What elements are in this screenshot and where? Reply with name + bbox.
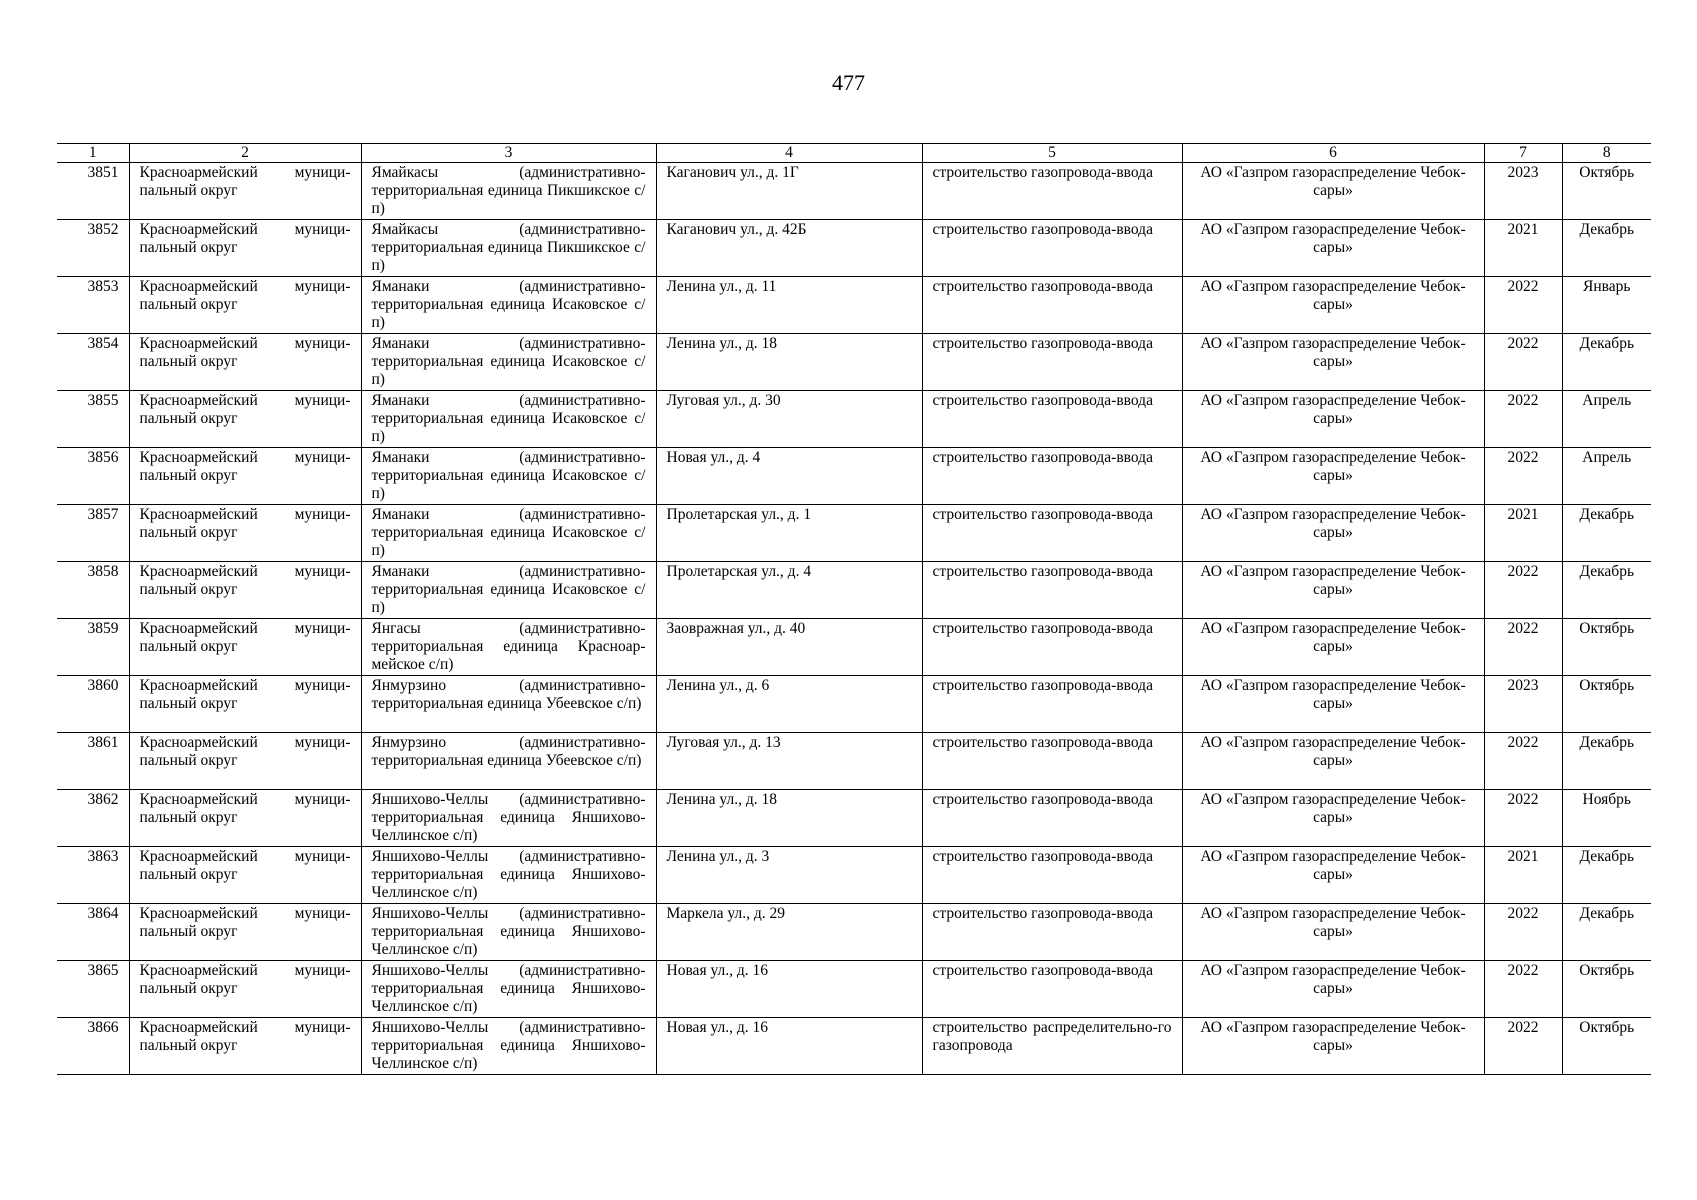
table-row bbox=[57, 619, 1651, 676]
district-cell: Красноармейский муници-пальный округ bbox=[129, 505, 361, 562]
table-row bbox=[57, 334, 1651, 391]
organization-cell: АО «Газпром газораспределение Чебок-сары» bbox=[1182, 562, 1484, 619]
settlement-cell: Янмурзино (административно-территориальная единица Убеевское с/п) bbox=[361, 733, 656, 790]
organization-cell: АО «Газпром газораспределение Чебок-сары» bbox=[1182, 676, 1484, 733]
work-type-cell: строительство газопровода-ввода bbox=[922, 847, 1182, 904]
year-cell: 2022 bbox=[1484, 904, 1562, 961]
row-number: 3858 bbox=[57, 562, 129, 619]
work-type-cell: строительство газопровода-ввода bbox=[922, 733, 1182, 790]
settlement-cell: Яманаки (административно-территориальная единица Исаковское с/п) bbox=[361, 505, 656, 562]
row-number: 3863 bbox=[57, 847, 129, 904]
row-number: 3865 bbox=[57, 961, 129, 1018]
year-cell: 2022 bbox=[1484, 448, 1562, 505]
row-number: 3855 bbox=[57, 391, 129, 448]
work-type-cell: строительство газопровода-ввода bbox=[922, 277, 1182, 334]
work-type-cell: строительство газопровода-ввода bbox=[922, 619, 1182, 676]
district-cell: Красноармейский муници-пальный округ bbox=[129, 676, 361, 733]
column-number-row bbox=[57, 144, 1651, 163]
organization-cell: АО «Газпром газораспределение Чебок-сары» bbox=[1182, 961, 1484, 1018]
year-cell: 2022 bbox=[1484, 790, 1562, 847]
work-type-cell: строительство газопровода-ввода bbox=[922, 961, 1182, 1018]
address-cell: Ленина ул., д. 6 bbox=[656, 676, 922, 733]
address-cell: Новая ул., д. 4 bbox=[656, 448, 922, 505]
year-cell: 2022 bbox=[1484, 334, 1562, 391]
row-number: 3852 bbox=[57, 220, 129, 277]
year-cell: 2022 bbox=[1484, 277, 1562, 334]
year-cell: 2022 bbox=[1484, 391, 1562, 448]
register-table bbox=[57, 143, 1651, 1075]
table-row bbox=[57, 277, 1651, 334]
organization-cell: АО «Газпром газораспределение Чебок-сары» bbox=[1182, 220, 1484, 277]
organization-cell: АО «Газпром газораспределение Чебок-сары» bbox=[1182, 163, 1484, 220]
address-cell: Каганович ул., д. 1Г bbox=[656, 163, 922, 220]
row-number: 3860 bbox=[57, 676, 129, 733]
settlement-cell: Яманаки (административно-территориальная единица Исаковское с/п) bbox=[361, 391, 656, 448]
work-type-cell: строительство распределительно-го газопровода bbox=[922, 1018, 1182, 1075]
month-cell: Октябрь bbox=[1562, 619, 1651, 676]
address-cell: Луговая ул., д. 13 bbox=[656, 733, 922, 790]
column-header: 6 bbox=[1182, 144, 1484, 163]
organization-cell: АО «Газпром газораспределение Чебок-сары» bbox=[1182, 790, 1484, 847]
year-cell: 2022 bbox=[1484, 1018, 1562, 1075]
district-cell: Красноармейский муници-пальный округ bbox=[129, 961, 361, 1018]
address-cell: Заовражная ул., д. 40 bbox=[656, 619, 922, 676]
year-cell: 2021 bbox=[1484, 505, 1562, 562]
year-cell: 2022 bbox=[1484, 562, 1562, 619]
table-row bbox=[57, 847, 1651, 904]
organization-cell: АО «Газпром газораспределение Чебок-сары» bbox=[1182, 391, 1484, 448]
month-cell: Декабрь bbox=[1562, 733, 1651, 790]
settlement-cell: Яншихово-Челлы (административно-территориальная единица Яншихово-Челлинское с/п) bbox=[361, 790, 656, 847]
district-cell: Красноармейский муници-пальный округ bbox=[129, 904, 361, 961]
year-cell: 2023 bbox=[1484, 163, 1562, 220]
table-row bbox=[57, 391, 1651, 448]
settlement-cell: Яманаки (административно-территориальная единица Исаковское с/п) bbox=[361, 562, 656, 619]
district-cell: Красноармейский муници-пальный округ bbox=[129, 277, 361, 334]
address-cell: Ленина ул., д. 18 bbox=[656, 334, 922, 391]
organization-cell: АО «Газпром газораспределение Чебок-сары» bbox=[1182, 448, 1484, 505]
work-type-cell: строительство газопровода-ввода bbox=[922, 334, 1182, 391]
district-cell: Красноармейский муници-пальный округ bbox=[129, 220, 361, 277]
month-cell: Октябрь bbox=[1562, 163, 1651, 220]
row-number: 3859 bbox=[57, 619, 129, 676]
settlement-cell: Яншихово-Челлы (административно-территориальная единица Яншихово-Челлинское с/п) bbox=[361, 961, 656, 1018]
district-cell: Красноармейский муници-пальный округ bbox=[129, 619, 361, 676]
address-cell: Каганович ул., д. 42Б bbox=[656, 220, 922, 277]
address-cell: Луговая ул., д. 30 bbox=[656, 391, 922, 448]
district-cell: Красноармейский муници-пальный округ bbox=[129, 562, 361, 619]
row-number: 3866 bbox=[57, 1018, 129, 1075]
organization-cell: АО «Газпром газораспределение Чебок-сары» bbox=[1182, 847, 1484, 904]
district-cell: Красноармейский муници-пальный округ bbox=[129, 448, 361, 505]
month-cell: Декабрь bbox=[1562, 334, 1651, 391]
organization-cell: АО «Газпром газораспределение Чебок-сары» bbox=[1182, 904, 1484, 961]
month-cell: Декабрь bbox=[1562, 505, 1651, 562]
month-cell: Октябрь bbox=[1562, 676, 1651, 733]
table-row bbox=[57, 448, 1651, 505]
organization-cell: АО «Газпром газораспределение Чебок-сары» bbox=[1182, 733, 1484, 790]
year-cell: 2021 bbox=[1484, 220, 1562, 277]
address-cell: Новая ул., д. 16 bbox=[656, 961, 922, 1018]
month-cell: Декабрь bbox=[1562, 562, 1651, 619]
address-cell: Пролетарская ул., д. 1 bbox=[656, 505, 922, 562]
table-row bbox=[57, 505, 1651, 562]
work-type-cell: строительство газопровода-ввода bbox=[922, 676, 1182, 733]
address-cell: Ленина ул., д. 3 bbox=[656, 847, 922, 904]
column-header: 1 bbox=[57, 144, 129, 163]
row-number: 3853 bbox=[57, 277, 129, 334]
settlement-cell: Янмурзино (административно-территориальная единица Убеевское с/п) bbox=[361, 676, 656, 733]
month-cell: Декабрь bbox=[1562, 904, 1651, 961]
organization-cell: АО «Газпром газораспределение Чебок-сары» bbox=[1182, 334, 1484, 391]
settlement-cell: Яншихово-Челлы (административно-территориальная единица Яншихово-Челлинское с/п) bbox=[361, 847, 656, 904]
column-header: 4 bbox=[656, 144, 922, 163]
work-type-cell: строительство газопровода-ввода bbox=[922, 505, 1182, 562]
work-type-cell: строительство газопровода-ввода bbox=[922, 448, 1182, 505]
organization-cell: АО «Газпром газораспределение Чебок-сары» bbox=[1182, 505, 1484, 562]
year-cell: 2023 bbox=[1484, 676, 1562, 733]
table-row bbox=[57, 220, 1651, 277]
row-number: 3862 bbox=[57, 790, 129, 847]
settlement-cell: Яншихово-Челлы (административно-территориальная единица Яншихово-Челлинское с/п) bbox=[361, 904, 656, 961]
district-cell: Красноармейский муници-пальный округ bbox=[129, 334, 361, 391]
organization-cell: АО «Газпром газораспределение Чебок-сары» bbox=[1182, 1018, 1484, 1075]
row-number: 3861 bbox=[57, 733, 129, 790]
settlement-cell: Яманаки (административно-территориальная единица Исаковское с/п) bbox=[361, 334, 656, 391]
work-type-cell: строительство газопровода-ввода bbox=[922, 220, 1182, 277]
month-cell: Декабрь bbox=[1562, 220, 1651, 277]
column-header: 2 bbox=[129, 144, 361, 163]
settlement-cell: Ямайкасы (административно-территориальная единица Пикшикское с/п) bbox=[361, 220, 656, 277]
address-cell: Маркела ул., д. 29 bbox=[656, 904, 922, 961]
month-cell: Октябрь bbox=[1562, 1018, 1651, 1075]
month-cell: Апрель bbox=[1562, 448, 1651, 505]
month-cell: Январь bbox=[1562, 277, 1651, 334]
table-row bbox=[57, 961, 1651, 1018]
row-number: 3854 bbox=[57, 334, 129, 391]
month-cell: Ноябрь bbox=[1562, 790, 1651, 847]
settlement-cell: Янгасы (административно-территориальная единица Красноар-мейское с/п) bbox=[361, 619, 656, 676]
district-cell: Красноармейский муници-пальный округ bbox=[129, 1018, 361, 1075]
table-row bbox=[57, 733, 1651, 790]
organization-cell: АО «Газпром газораспределение Чебок-сары» bbox=[1182, 277, 1484, 334]
settlement-cell: Яманаки (административно-территориальная единица Исаковское с/п) bbox=[361, 448, 656, 505]
column-header: 5 bbox=[922, 144, 1182, 163]
table-row bbox=[57, 790, 1651, 847]
table-row bbox=[57, 676, 1651, 733]
row-number: 3864 bbox=[57, 904, 129, 961]
settlement-cell: Ямайкасы (административно-территориальная единица Пикшикское с/п) bbox=[361, 163, 656, 220]
row-number: 3851 bbox=[57, 163, 129, 220]
table-row bbox=[57, 163, 1651, 220]
district-cell: Красноармейский муници-пальный округ bbox=[129, 733, 361, 790]
settlement-cell: Яншихово-Челлы (административно-территориальная единица Яншихово-Челлинское с/п) bbox=[361, 1018, 656, 1075]
settlement-cell: Яманаки (административно-территориальная единица Исаковское с/п) bbox=[361, 277, 656, 334]
work-type-cell: строительство газопровода-ввода bbox=[922, 790, 1182, 847]
table-row bbox=[57, 562, 1651, 619]
year-cell: 2021 bbox=[1484, 847, 1562, 904]
row-number: 3857 bbox=[57, 505, 129, 562]
work-type-cell: строительство газопровода-ввода bbox=[922, 163, 1182, 220]
district-cell: Красноармейский муници-пальный округ bbox=[129, 163, 361, 220]
month-cell: Декабрь bbox=[1562, 847, 1651, 904]
address-cell: Ленина ул., д. 18 bbox=[656, 790, 922, 847]
table-row bbox=[57, 904, 1651, 961]
work-type-cell: строительство газопровода-ввода bbox=[922, 904, 1182, 961]
column-header: 7 bbox=[1484, 144, 1562, 163]
organization-cell: АО «Газпром газораспределение Чебок-сары» bbox=[1182, 619, 1484, 676]
row-number: 3856 bbox=[57, 448, 129, 505]
year-cell: 2022 bbox=[1484, 619, 1562, 676]
district-cell: Красноармейский муници-пальный округ bbox=[129, 790, 361, 847]
year-cell: 2022 bbox=[1484, 961, 1562, 1018]
year-cell: 2022 bbox=[1484, 733, 1562, 790]
month-cell: Октябрь bbox=[1562, 961, 1651, 1018]
work-type-cell: строительство газопровода-ввода bbox=[922, 391, 1182, 448]
table-row bbox=[57, 1018, 1651, 1075]
column-header: 3 bbox=[361, 144, 656, 163]
column-header: 8 bbox=[1562, 144, 1651, 163]
page-number: 477 bbox=[832, 70, 865, 95]
address-cell: Пролетарская ул., д. 4 bbox=[656, 562, 922, 619]
month-cell: Апрель bbox=[1562, 391, 1651, 448]
address-cell: Ленина ул., д. 11 bbox=[656, 277, 922, 334]
address-cell: Новая ул., д. 16 bbox=[656, 1018, 922, 1075]
district-cell: Красноармейский муници-пальный округ bbox=[129, 847, 361, 904]
work-type-cell: строительство газопровода-ввода bbox=[922, 562, 1182, 619]
district-cell: Красноармейский муници-пальный округ bbox=[129, 391, 361, 448]
